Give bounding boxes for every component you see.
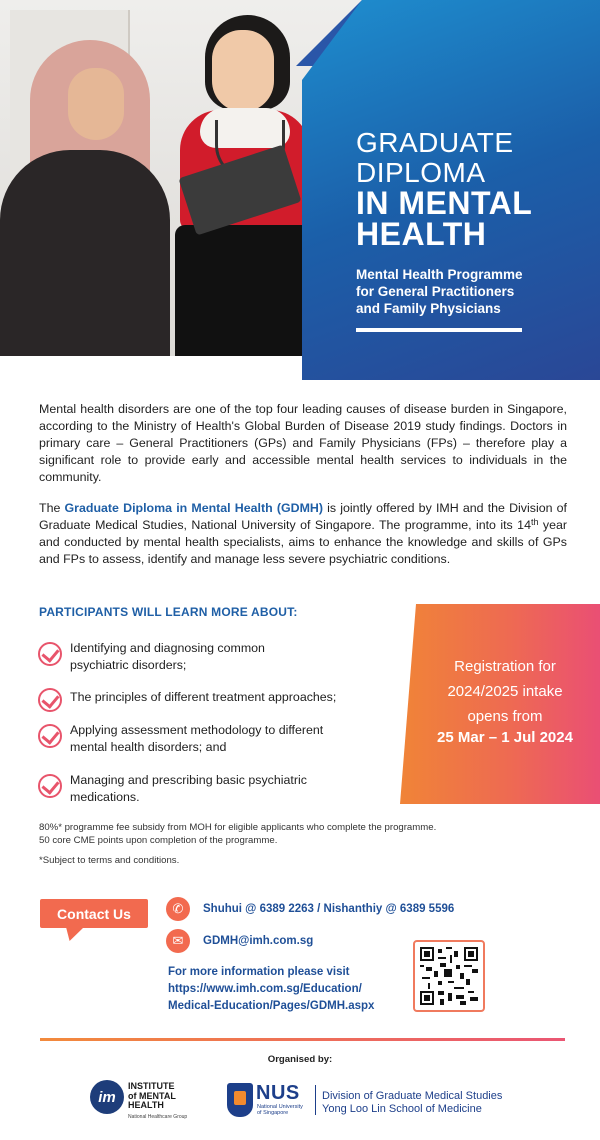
intro-paragraph-2: The Graduate Diploma in Mental Health (GDMH) is jointly offered by IMH and the Division of Graduate Medical Studies, National University of Singapore. The programme, into its 14th year and conducted by mental health specialists, aims to enhance the knowledge and skills of GPs and FPs to assess, identify and manage less severe psychiatric conditions. — [39, 501, 568, 566]
imh-logo-text: INSTITUTE of MENTAL HEALTH — [128, 1081, 176, 1110]
subsidy-note: 80%* programme fee subsidy from MOH for eligible applicants who complete the programme. — [39, 822, 437, 833]
intro-paragraph-1: Mental health disorders are one of the top four leading causes of disease burden in Singapore, according to the Ministry of Health's Global Burden of Disease 2019 study findings. Doctors in primary care – General Practitioners (GPs) and Family Physicians (FPs) – therefore play a significant role to provide early and accessible mental health services to individuals in the community. — [39, 402, 567, 484]
qr-code[interactable] — [420, 947, 478, 1005]
learn-heading: PARTICIPANTS WILL LEARN MORE ABOUT: — [39, 605, 298, 619]
footer-divider — [40, 1038, 565, 1041]
hero-title-bold: IN MENTAL HEALTH — [356, 185, 533, 252]
imh-subtitle: National Healthcare Group — [128, 1114, 188, 1120]
hero-subtitle: Mental Health Programme for General Practitioners and Family Physicians — [356, 267, 523, 316]
learn-item: Identifying and diagnosing common psychiatric disorders; — [38, 640, 388, 674]
speech-bubble-tail — [66, 927, 84, 941]
registration-text: Registration for 2024/2025 intake opens from — [447, 658, 563, 725]
cme-note: 50 core CME points upon completion of the programme. — [39, 835, 278, 846]
check-circle-icon — [38, 688, 62, 712]
email-link[interactable]: GDMH@imh.com.sg — [203, 935, 314, 947]
nus-logo-text: NUS — [256, 1082, 300, 1104]
organised-by-label: Organised by: — [267, 1054, 333, 1065]
registration-dates: 25 Mar – 1 Jul 2024 — [437, 729, 573, 746]
imh-logo-icon: im — [90, 1080, 124, 1114]
logo-separator — [315, 1085, 316, 1115]
check-circle-icon — [38, 642, 62, 666]
url-link[interactable]: Medical-Education/Pages/GDMH.aspx — [168, 1000, 375, 1012]
mail-icon: ✉ — [166, 929, 190, 953]
check-circle-icon — [38, 724, 62, 748]
check-circle-icon — [38, 774, 62, 798]
contact-us-label: Contact Us — [40, 899, 148, 928]
url-link[interactable]: https://www.imh.com.sg/Education/ — [168, 983, 362, 995]
learn-item: The principles of different treatment approaches; — [38, 686, 388, 712]
nus-subtitle: National University of Singapore — [257, 1104, 303, 1116]
division-name: Division of Graduate Medical Studies Yong Loo Lin School of Medicine — [322, 1090, 503, 1115]
hero-underline — [356, 328, 522, 332]
terms-note: *Subject to terms and conditions. — [39, 855, 180, 866]
more-info: For more information please visit https://www.imh.com.sg/Education/ Medical-Education/Pages/GDMH.aspx — [168, 964, 408, 1015]
learn-item: Managing and prescribing basic psychiatric medications. — [38, 772, 388, 806]
hero-title-light: GRADUATE DIPLOMA — [356, 127, 514, 188]
gdmh-highlight: Graduate Diploma in Mental Health (GDMH) — [64, 501, 323, 515]
phone-contacts: Shuhui @ 6389 2263 / Nishanthiy @ 6389 5596 — [203, 903, 455, 915]
phone-icon: ✆ — [166, 897, 190, 921]
learn-item: Applying assessment methodology to different mental health disorders; and — [38, 722, 388, 756]
nus-crest-icon — [227, 1083, 253, 1117]
